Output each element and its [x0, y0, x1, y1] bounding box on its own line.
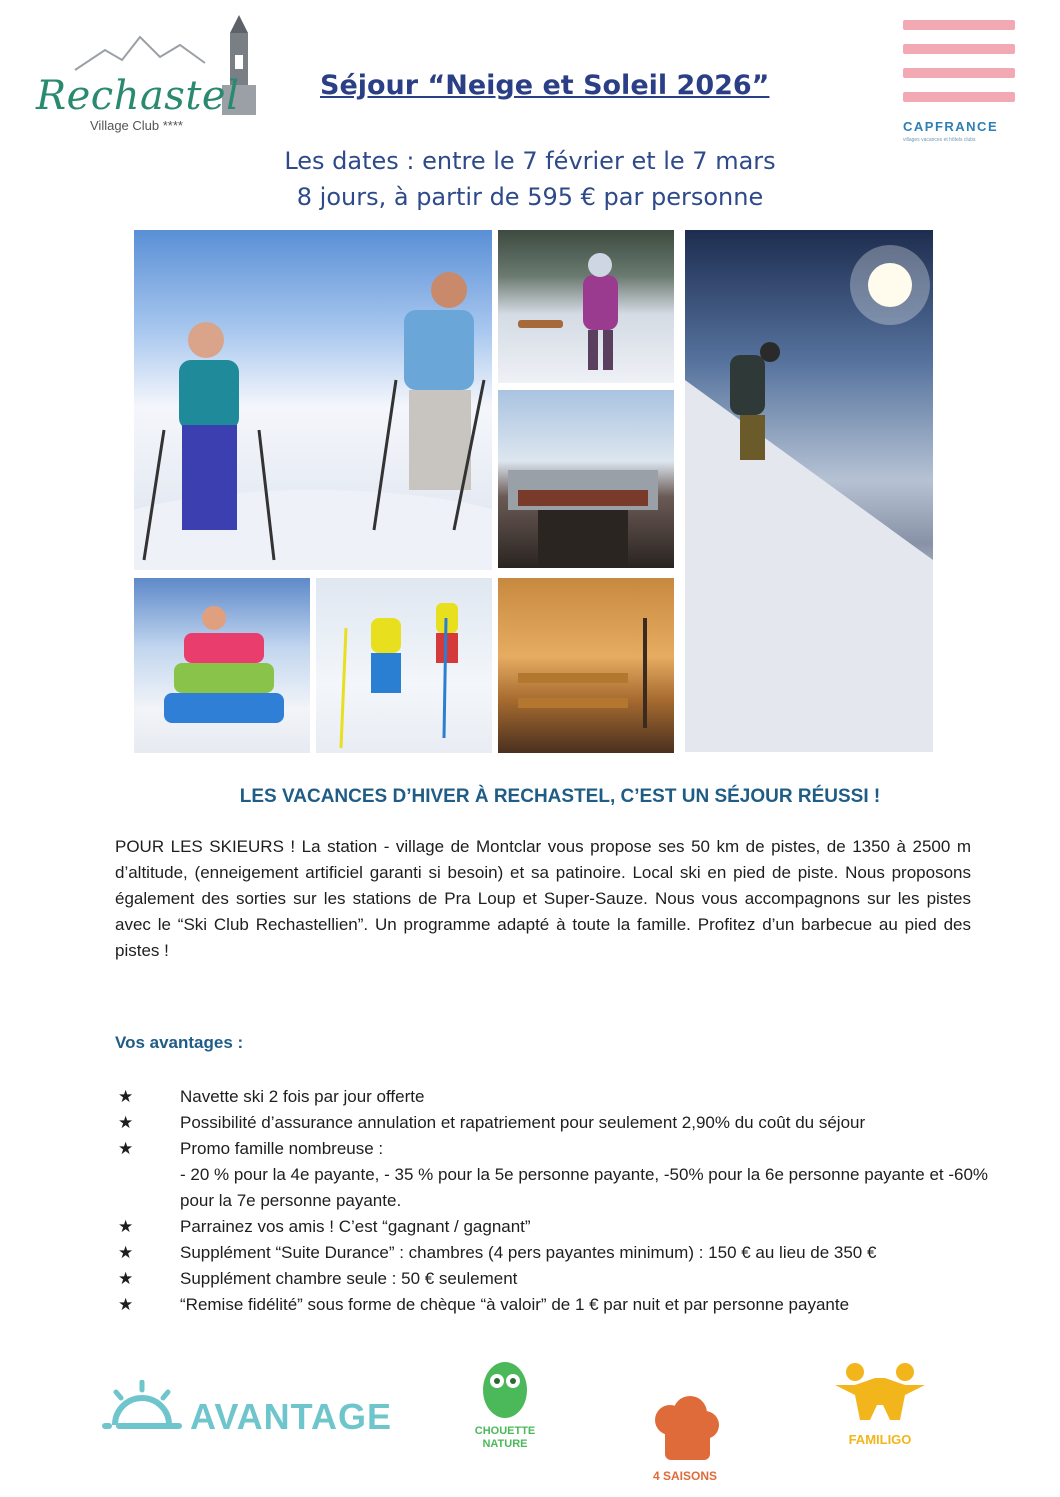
photo-child-sled	[498, 230, 674, 383]
list-item: ★ Supplément “Suite Durance” : chambres (4 pers payantes minimum) : 150 € au lieu de 350 €	[115, 1240, 995, 1266]
family-figures-icon	[825, 1350, 935, 1430]
sauna-illustration	[498, 578, 674, 753]
page-title: Séjour “Neige et Soleil 2026”	[320, 70, 770, 101]
photo-kids-skiing	[316, 578, 492, 753]
capfrance-tagline: villages vacances et hôtels clubs	[903, 137, 976, 143]
list-item: ★ Possibilité d’assurance annulation et rapatriement pour seulement 2,90% du coût du séjour	[115, 1110, 995, 1136]
headline: LES VACANCES D’HIVER À RECHASTEL, C’EST UN SÉJOUR RÉUSSI !	[239, 786, 881, 807]
star-icon: ★	[118, 1243, 134, 1262]
family-illustration	[134, 578, 310, 753]
list-item: ★ Promo famille nombreuse : - 20 % pour la 4e payante, - 35 % pour la 5e personne payante, -50% pour la 6e personne payante et -60% pour la 7e personne payante.	[115, 1136, 995, 1214]
star-icon: ★	[118, 1139, 134, 1158]
list-item: ★ Supplément chambre seule : 50 € seulement	[115, 1266, 995, 1292]
advantages-list	[115, 1084, 995, 1318]
4-saisons-logo	[640, 1395, 730, 1490]
promo-detail: - 20 % pour la 4e payante, - 35 % pour la 5e personne payante, -50% pour la 6e personne payante et -60% pour la 7e personne payante.	[180, 1165, 989, 1210]
list-item: ★ Navette ski 2 fois par jour offerte	[115, 1084, 995, 1110]
star-icon: ★	[118, 1217, 134, 1236]
familigo-logo	[825, 1350, 935, 1455]
logo-name: Rechastel	[36, 73, 240, 119]
star-icon: ★	[118, 1269, 134, 1288]
chouette-nature-logo	[460, 1355, 550, 1455]
star-icon: ★	[118, 1087, 134, 1106]
capfrance-logo	[900, 18, 1020, 148]
hikers-illustration	[134, 230, 492, 570]
familigo-label: FAMILIGO	[848, 1432, 912, 1447]
dates-block	[170, 143, 890, 215]
star-icon: ★	[118, 1295, 134, 1314]
stripe	[903, 20, 1015, 30]
stripe	[903, 92, 1015, 102]
skier-sunset-illustration	[685, 230, 933, 752]
avantage-label: AVANTAGE	[190, 1396, 392, 1437]
avantage-logo	[100, 1380, 390, 1450]
description-paragraph: POUR LES SKIEURS ! La station - village de Montclar vous propose ses 50 km de pistes, de 1350 à 2500 m d’altitude, (enneigement artificiel garanti si besoin) et sa patinoire. Local ski en pied de piste. Nous proposons également des sorties sur les stations de Pra Loup et Super-Sauze. Nous vous accompagnons sur les pistes avec le “Ski Club Rechastellien”. Un programme adapté à toute la famille. Profitez d’un barbecue au pied des pistes !	[115, 837, 971, 960]
photo-skier-sunset	[685, 230, 933, 752]
stripe	[903, 68, 1015, 78]
photo-snowshoe-hikers	[134, 230, 492, 570]
list-item: ★ Parrainez vos amis ! C’est “gagnant / gagnant”	[115, 1214, 995, 1240]
owl-icon	[460, 1355, 550, 1423]
chef-hat-icon	[640, 1395, 730, 1463]
saisons-label: 4 SAISONS	[652, 1469, 718, 1483]
list-item: ★ “Remise fidélité” sous forme de chèque “à valoir” de 1 € par nuit et par personne payante	[115, 1292, 995, 1318]
sunrise-icon	[100, 1380, 185, 1450]
barbecue-illustration	[498, 390, 674, 568]
photo-family-pile	[134, 578, 310, 753]
dates-line-1: Les dates : entre le 7 février et le 7 mars	[284, 147, 776, 175]
logo-subtitle: Village Club ****	[90, 118, 183, 133]
dates-line-2: 8 jours, à partir de 595 € par personne	[296, 183, 764, 211]
chouette-label: CHOUETTE NATURE	[474, 1425, 536, 1450]
photo-barbecue	[498, 390, 674, 568]
star-icon: ★	[118, 1113, 134, 1132]
stripe	[903, 44, 1015, 54]
kids-skiing-illustration	[316, 578, 492, 753]
photo-sauna	[498, 578, 674, 753]
rechastel-logo	[30, 15, 260, 133]
advantages-title: Vos avantages :	[115, 1033, 244, 1052]
capfrance-name: CAPFRANCE	[903, 119, 999, 134]
child-sled-illustration	[498, 230, 674, 383]
